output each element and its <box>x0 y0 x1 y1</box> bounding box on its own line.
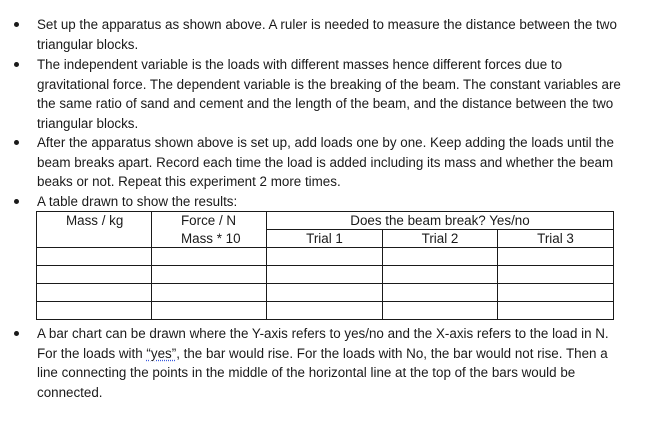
table-cell <box>383 266 498 284</box>
table-cell <box>267 248 383 266</box>
table-cell <box>152 302 267 320</box>
bullet-setup-text: Set up the apparatus as shown above. A ruler is needed to measure the distance between the two triangular blocks. <box>37 17 617 52</box>
table-cell <box>152 248 267 266</box>
header-trial-2: Trial 2 <box>383 230 498 248</box>
bullet-bar-chart-text-1: A bar chart can be drawn where the Y-axis refers to yes/no and the X-axis refers to the load in N. For the loads with <box>37 326 609 361</box>
bullet-procedure-text: After the apparatus shown above is set up, add loads one by one. Keep adding the loads until the beam breaks apart. Record each time the load is added including its mass and whether the beam beaks or not. Repeat this experiment 2 more times. <box>37 135 614 190</box>
table-cell <box>383 302 498 320</box>
bullet-icon <box>14 140 19 145</box>
table-cell <box>383 248 498 266</box>
header-mass-cont <box>37 230 152 248</box>
table-cell <box>152 266 267 284</box>
table-subheader-row <box>37 230 614 248</box>
bullet-table-intro <box>0 192 662 212</box>
bullet-setup <box>0 15 662 54</box>
bullet-variables-text: The independent variable is the loads with different masses hence different forces due to gravitational force. The dependent variable is the breaking of the beam. The constant variables are the same ratio of sand and cement and the length of the beam, and the distance between the two triangular blocks. <box>37 57 621 131</box>
header-mass: Mass / kg <box>37 212 152 230</box>
table-cell <box>267 302 383 320</box>
table-cell <box>267 266 383 284</box>
table-cell <box>37 266 152 284</box>
yes-word: “yes” <box>146 345 177 361</box>
bullet-icon <box>14 331 19 336</box>
results-table <box>36 211 614 320</box>
table-row <box>37 284 614 302</box>
bullet-table-intro-text: A table drawn to show the results: <box>37 194 238 209</box>
bullet-variables <box>0 55 662 133</box>
header-trial-1: Trial 1 <box>267 230 383 248</box>
bullet-procedure <box>0 133 662 192</box>
header-force-formula: Mass * 10 <box>152 230 267 248</box>
table-row <box>37 302 614 320</box>
header-trial-3: Trial 3 <box>498 230 614 248</box>
table-cell <box>267 284 383 302</box>
table-cell <box>37 302 152 320</box>
table-row <box>37 248 614 266</box>
header-force: Force / N <box>152 212 267 230</box>
table-cell <box>37 284 152 302</box>
bullet-icon <box>14 62 19 67</box>
bullet-icon <box>14 22 19 27</box>
table-cell <box>37 248 152 266</box>
table-row <box>37 266 614 284</box>
bullet-bar-chart-text-2: , the bar would rise. For the loads with No, the bar would not rise. Then a line connecting the points in the middle of the horizontal line at the top of the bars would be connected. <box>37 345 608 400</box>
table-cell <box>498 248 614 266</box>
table-cell <box>152 284 267 302</box>
table-header-row <box>37 212 614 230</box>
bullet-icon <box>14 199 19 204</box>
header-beam-break: Does the beam break? Yes/no <box>267 212 614 230</box>
table-cell <box>498 266 614 284</box>
table-cell <box>498 284 614 302</box>
bullet-bar-chart <box>0 324 662 402</box>
table-cell <box>498 302 614 320</box>
table-cell <box>383 284 498 302</box>
